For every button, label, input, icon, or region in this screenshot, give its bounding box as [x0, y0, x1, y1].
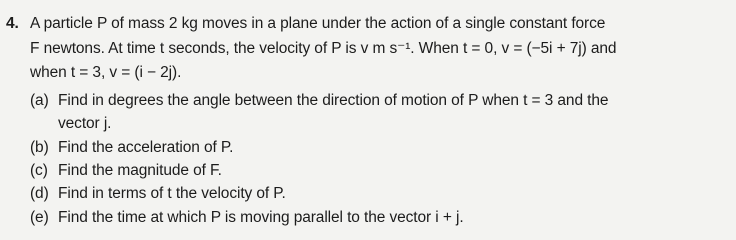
- part-e-line-1: Find the time at which P is moving parallel to the vector i + j.: [58, 209, 464, 226]
- question-number: 4.: [6, 15, 19, 32]
- part-a-label: (a): [30, 92, 49, 109]
- part-b-label: (b): [30, 139, 49, 156]
- part-c-label: (c): [30, 162, 48, 179]
- part-d-label: (d): [30, 185, 49, 202]
- part-a-line-1: Find in degrees the angle between the direction of motion of P when t = 3 and the: [58, 92, 609, 109]
- part-a-line-2: vector j.: [58, 115, 112, 132]
- part-d-line-1: Find in terms of t the velocity of P.: [58, 185, 286, 202]
- stem-line-3: when t = 3, v = (i − 2j).: [30, 64, 182, 81]
- stem-line-1: A particle P of mass 2 kg moves in a plane under the action of a single constant force: [30, 15, 606, 32]
- part-b-line-1: Find the acceleration of P.: [58, 139, 234, 156]
- stem-line-2: F newtons. At time t seconds, the velocity of P is v m s⁻¹. When t = 0, v = (−5i + 7j) and: [30, 40, 617, 57]
- part-c-line-1: Find the magnitude of F.: [58, 162, 222, 179]
- part-e-label: (e): [30, 209, 49, 226]
